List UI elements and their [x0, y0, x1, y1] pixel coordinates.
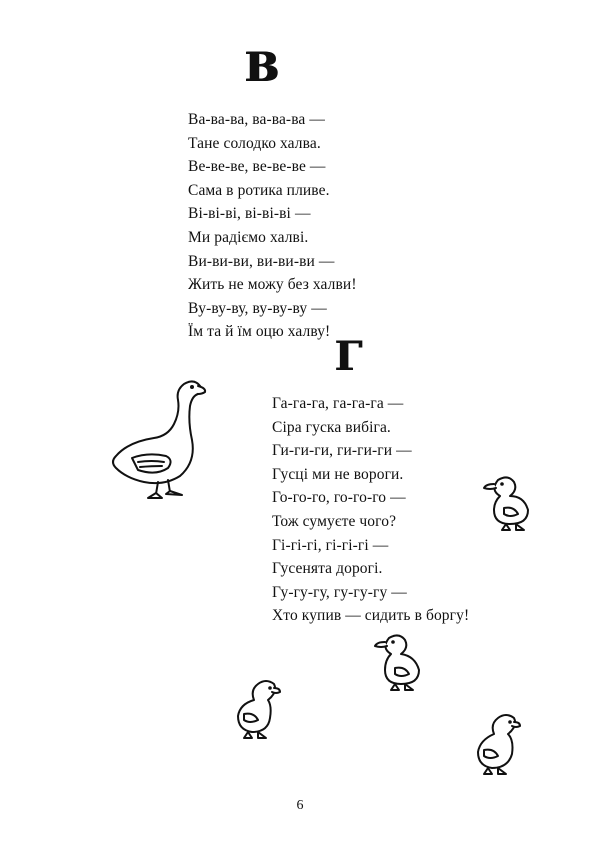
verse-line: Гусці ми не вороги.	[272, 465, 404, 483]
verse-line: Ви-ви-ви, ви-ви-ви —	[188, 252, 335, 270]
verse-line: Ми радіємо халві.	[188, 228, 309, 246]
verse-line: Ве-ве-ве, ве-ве-ве —	[188, 158, 326, 176]
letter-v-heading: В	[245, 44, 279, 91]
verse-line: Хто купив — сидить в боргу!	[272, 607, 470, 625]
goose-illustration	[108, 372, 208, 504]
gosling-illustration	[373, 630, 425, 694]
verse-line: Гусенята дорогі.	[272, 560, 383, 578]
verse-line: Ві-ві-ві, ві-ві-ві —	[188, 205, 311, 223]
verse-line: Сіра гуска вибіга.	[272, 418, 391, 436]
verse-v	[188, 108, 357, 344]
letter-h-heading: Г	[334, 333, 362, 380]
verse-line: Го-го-го, го-го-го —	[272, 489, 406, 507]
verse-line: Сама в ротика пливе.	[188, 181, 330, 199]
verse-line: Жить не можу без халви!	[188, 276, 357, 294]
gosling-illustration	[470, 710, 524, 776]
verse-line: Га-га-га, га-га-га —	[272, 395, 404, 412]
verse-line: Гу-гу-гу, гу-гу-гу —	[272, 583, 407, 601]
verse-line: Ги-ги-ги, ги-ги-ги —	[272, 442, 412, 460]
verse-line: Тане солодко халва.	[188, 134, 321, 152]
verse-line: Їм та й їм оцю халву!	[188, 323, 331, 341]
verse-line: Ву-ву-ву, ву-ву-ву —	[188, 299, 327, 317]
gosling-illustration	[232, 676, 282, 740]
verse-line: Ва-ва-ва, ва-ва-ва —	[188, 111, 325, 128]
verse-h	[272, 392, 469, 628]
verse-line: Гі-гі-гі, гі-гі-гі —	[272, 536, 389, 554]
verse-line: Тож сумуєте чого?	[272, 512, 397, 530]
page-number: 6	[296, 798, 304, 813]
gosling-illustration	[480, 472, 532, 534]
